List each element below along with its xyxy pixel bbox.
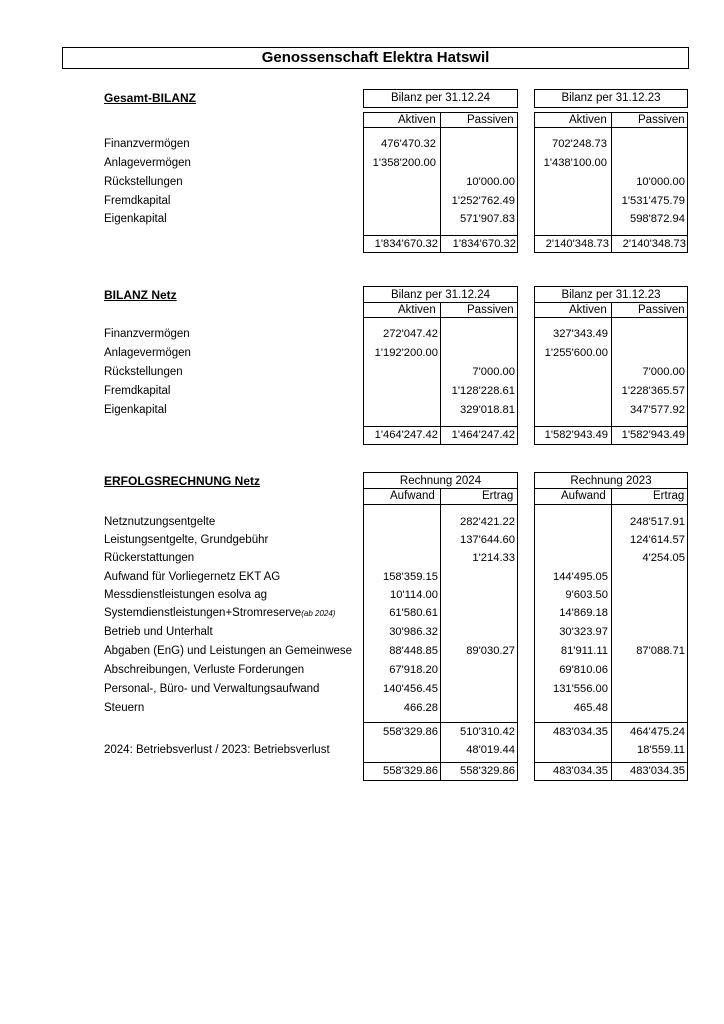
section-title-bilanz-netz: BILANZ Netz [104,288,177,302]
total-passiven-2024: 1'464'247.42 [451,429,515,441]
total-aktiven-2024: 1'464'247.42 [374,429,438,441]
total-divider [534,235,688,236]
col-aktiven-2024: Aktiven [398,114,436,126]
value-aktiven-2024: 1'192'200.00 [374,347,438,359]
row-label: Rückerstattungen [104,552,195,564]
total-divider [534,762,688,763]
value-ertrag-2024: 137'644.60 [459,534,515,546]
col-passiven-2024: Passiven [467,304,514,316]
total-passiven-2023: 1'582'943.49 [621,429,685,441]
value-aufwand-2024: 466.28 [403,702,438,714]
col-ertrag-2023: Ertrag [653,490,685,502]
value-aufwand-2024: 61'580.61 [389,607,438,619]
col-passiven-2023: Passiven [638,114,685,126]
subtotal-aufwand-2024: 558'329.86 [382,726,438,738]
row-label-note: (ab 2024) [301,609,336,618]
value-aufwand-2023: 30'323.97 [559,626,608,638]
total-ertrag-2024: 558'329.86 [459,765,515,777]
value-aufwand-2024: 158'359.15 [382,571,438,583]
value-passiven-2023: 1'228'365.57 [621,385,685,397]
col-aufwand-2023: Aufwand [561,490,606,502]
value-aufwand-2024: 30'986.32 [389,626,438,638]
row-label: Finanzvermögen [104,138,190,150]
result-label: 2024: Betriebsverlust / 2023: Betriebsverlust [104,744,330,756]
row-label: Abgaben (EnG) und Leistungen an Gemeinwese [104,645,353,657]
value-passiven-2023: 10'000.00 [636,176,685,188]
row-label: Finanzvermögen [104,328,190,340]
row-label [104,607,335,619]
value-aktiven-2023: 1'438'100.00 [543,157,607,169]
period-label-2023: Rechnung 2023 [570,475,652,487]
row-label: Eigenkapital [104,404,167,416]
period-label-2024: Bilanz per 31.12.24 [390,92,491,104]
col-passiven-2024: Passiven [467,114,514,126]
header-divider [363,127,518,128]
total-aufwand-2023: 483'034.35 [552,765,608,777]
total-divider [363,762,518,763]
col-aufwand-2024: Aufwand [390,490,435,502]
value-aufwand-2024: 10'114.00 [390,589,438,601]
value-aktiven-2023: 1'255'600.00 [544,347,608,359]
value-passiven-2024: 1'252'762.49 [451,195,515,207]
value-aufwand-2023: 69'810.06 [559,664,608,676]
value-aktiven-2024: 1'358'200.00 [372,157,436,169]
period-label-2023: Bilanz per 31.12.23 [561,289,661,301]
value-ertrag-2024: 1'214.33 [472,552,515,564]
total-aufwand-2024: 558'329.86 [382,765,438,777]
row-label: Betrieb und Unterhalt [104,626,213,638]
value-aufwand-2024: 67'918.20 [389,664,438,676]
subtotal-aufwand-2023: 483'034.35 [552,726,608,738]
row-label-text: Systemdienstleistungen+Stromreserve [104,607,302,619]
col-passiven-2023: Passiven [638,304,685,316]
result-ertrag-2023: 18'559.11 [637,744,685,756]
row-label: Steuern [104,702,145,714]
total-divider [534,426,688,427]
result-ertrag-2024: 48'019.44 [466,744,515,756]
value-aktiven-2023: 327'343.49 [552,328,608,340]
value-aufwand-2023: 14'869.18 [559,607,608,619]
value-aufwand-2024: 88'448.85 [389,645,438,657]
value-aufwand-2023: 9'603.50 [565,589,608,601]
col-aktiven-2023: Aktiven [569,304,607,316]
value-ertrag-2023: 248'517.91 [629,516,685,528]
value-passiven-2024: 329'018.81 [459,404,515,416]
row-label: Messdienstleistungen esolva ag [104,589,268,601]
period-label-2023: Bilanz per 31.12.23 [561,92,661,104]
total-aktiven-2023: 2'140'348.73 [545,238,609,250]
value-passiven-2024: 7'000.00 [472,366,515,378]
row-label: Rückstellungen [104,176,183,188]
total-aktiven-2023: 1'582'943.49 [544,429,608,441]
value-passiven-2024: 1'128'228.61 [451,385,515,397]
row-label: Abschreibungen, Verluste Forderungen [104,664,305,676]
value-passiven-2023: 7'000.00 [642,366,685,378]
total-passiven-2024: 1'834'670.32 [452,238,516,250]
value-aufwand-2024: 140'456.45 [382,683,438,695]
total-aktiven-2024: 1'834'670.32 [374,238,438,250]
row-label: Fremdkapital [104,195,171,207]
value-passiven-2024: 571'907.83 [459,213,515,225]
value-passiven-2023: 1'531'475.79 [621,195,685,207]
total-divider [363,426,518,427]
header-divider [534,127,688,128]
subtotal-ertrag-2023: 464'475.24 [629,726,685,738]
section-title-erfolgsrechnung-netz: ERFOLGSRECHNUNG Netz [104,474,261,488]
value-passiven-2023: 598'872.94 [629,213,685,225]
value-ertrag-2024: 282'421.22 [459,516,515,528]
value-ertrag-2024: 89'030.27 [466,645,515,657]
value-aufwand-2023: 465.48 [573,702,608,714]
value-aktiven-2024: 476'470.32 [380,138,436,150]
row-label: Leistungsentgelte, Grundgebühr [104,534,269,546]
value-passiven-2024: 10'000.00 [466,176,515,188]
col-aktiven-2023: Aktiven [569,114,607,126]
period-label-2024: Rechnung 2024 [399,475,482,487]
value-ertrag-2023: 124'614.57 [629,534,685,546]
row-label: Anlagevermögen [104,347,191,359]
row-label: Fremdkapital [104,385,171,397]
row-label: Aufwand für Vorliegernetz EKT AG [104,571,281,583]
value-passiven-2023: 347'577.92 [629,404,685,416]
value-ertrag-2023: 4'254.05 [642,552,685,564]
document-title: Genossenschaft Elektra Hatswil [62,47,689,69]
total-passiven-2023: 2'140'348.73 [622,238,686,250]
subtotal-divider [363,722,518,723]
value-ertrag-2023: 87'088.71 [636,645,685,657]
value-aktiven-2024: 272'047.42 [382,328,438,340]
period-label-2024: Bilanz per 31.12.24 [390,289,491,301]
subtotal-ertrag-2024: 510'310.42 [459,726,515,738]
row-label: Anlagevermögen [104,157,191,169]
col-ertrag-2024: Ertrag [482,490,514,502]
col-aktiven-2024: Aktiven [398,304,436,316]
row-label: Personal-, Büro- und Verwaltungsaufwand [104,683,320,695]
value-aktiven-2023: 702'248.73 [551,138,607,150]
value-aufwand-2023: 131'556.00 [552,683,608,695]
total-divider [363,235,518,236]
row-label: Rückstellungen [104,366,183,378]
section-title-gesamt-bilanz: Gesamt-BILANZ [104,91,197,105]
row-label: Netznutzungsentgelte [104,516,216,528]
total-ertrag-2023: 483'034.35 [629,765,685,777]
value-aufwand-2023: 144'495.05 [552,571,608,583]
value-aufwand-2023: 81'911.11 [560,645,608,657]
subtotal-divider [534,722,688,723]
row-label: Eigenkapital [104,213,167,225]
